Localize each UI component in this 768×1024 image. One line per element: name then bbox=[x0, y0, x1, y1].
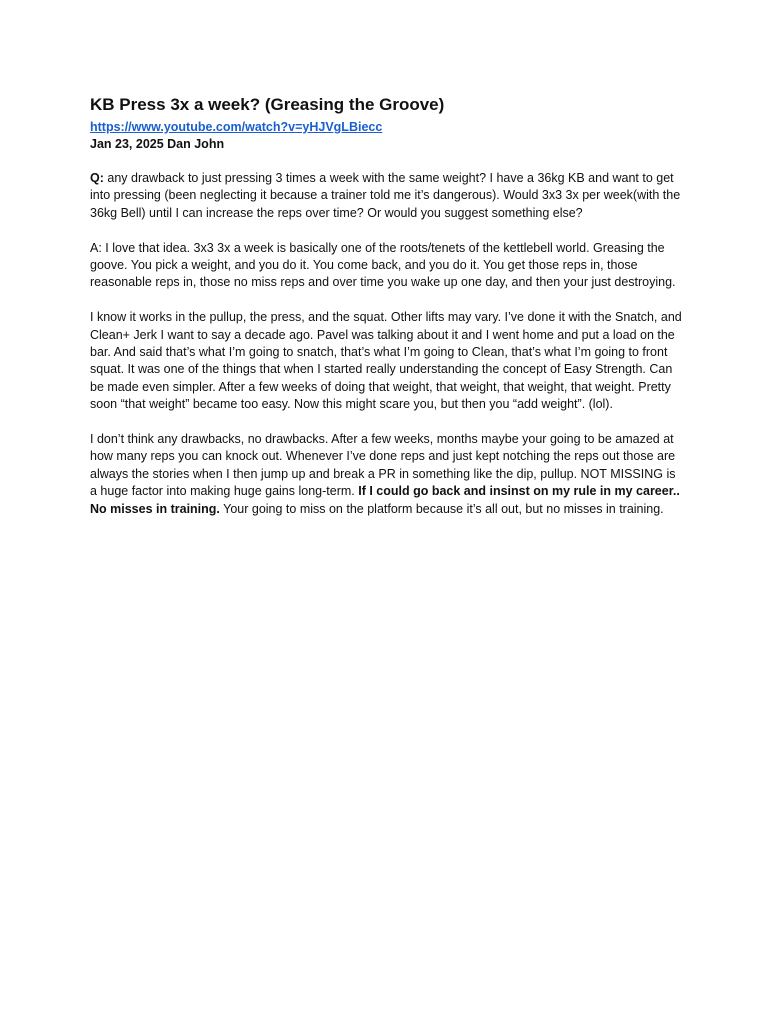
paragraph-4-start: I don’t think any drawbacks, no drawbacks. After a few weeks, months maybe your going to be amazed at how many reps you can knock out. Whenever I’ve done reps and just kept notching the reps out those are always the stories when I then jump up and break a PR in something like the dip, pullup. NOT MISSING is a huge factor into making huge gains long-term. bbox=[90, 432, 676, 499]
answer-paragraph: A: I love that idea. 3x3 3x a week is basically one of the roots/tenets of the kettlebell world. Greasing the goove. You pick a weight, and you do it. You come back, and you do it. You get those reps in, those reasonable reps in, those no miss reps and over time you wake up one day, and then your just destroying. bbox=[90, 240, 676, 290]
body-paragraph-3: I know it works in the pullup, the press, and the squat. Other lifts may vary. I’ve done it with the Snatch, and Clean+ Jerk I want to say a decade ago. Pavel was talking about it and I went home and put a load on the bar. And said that’s what I’m going to snatch, that’s what I’m going to Clean, that’s what I’m going to front squat. It was one of the things that when I started really understanding the concept of Easy Strength. Can be made even simpler. After a few weeks of doing that weight, that weight, that weight, that weight. Pretty soon “that weight” became too easy. Now this might scare you, but then you “add weight”. (lol). bbox=[90, 310, 682, 412]
body-paragraph-4 bbox=[90, 431, 684, 518]
paragraph-4-end: Your going to miss on the platform because it’s all out, but no misses in training. bbox=[219, 501, 664, 516]
youtube-link[interactable]: https://www.youtube.com/watch?v=yHJVgLBiecc bbox=[90, 120, 383, 134]
document-page bbox=[90, 94, 684, 535]
paragraph-4-bold: If I could go back and insinst on my rule in my career.. No misses in training. bbox=[90, 484, 680, 516]
date-author-line: Jan 23, 2025 Dan John bbox=[90, 137, 225, 151]
document-title: KB Press 3x a week? (Greasing the Groove) bbox=[90, 95, 445, 114]
question-label: Q: bbox=[90, 171, 104, 185]
question-paragraph bbox=[90, 170, 684, 222]
question-text: any drawback to just pressing 3 times a week with the same weight? I have a 36kg KB and want to get into pressing (been neglecting it because a trainer told me it’s dangerous). Would 3x3 3x per week(with the 36kg Bell) until I can increase the reps over time? Or would you suggest something else? bbox=[90, 171, 681, 220]
